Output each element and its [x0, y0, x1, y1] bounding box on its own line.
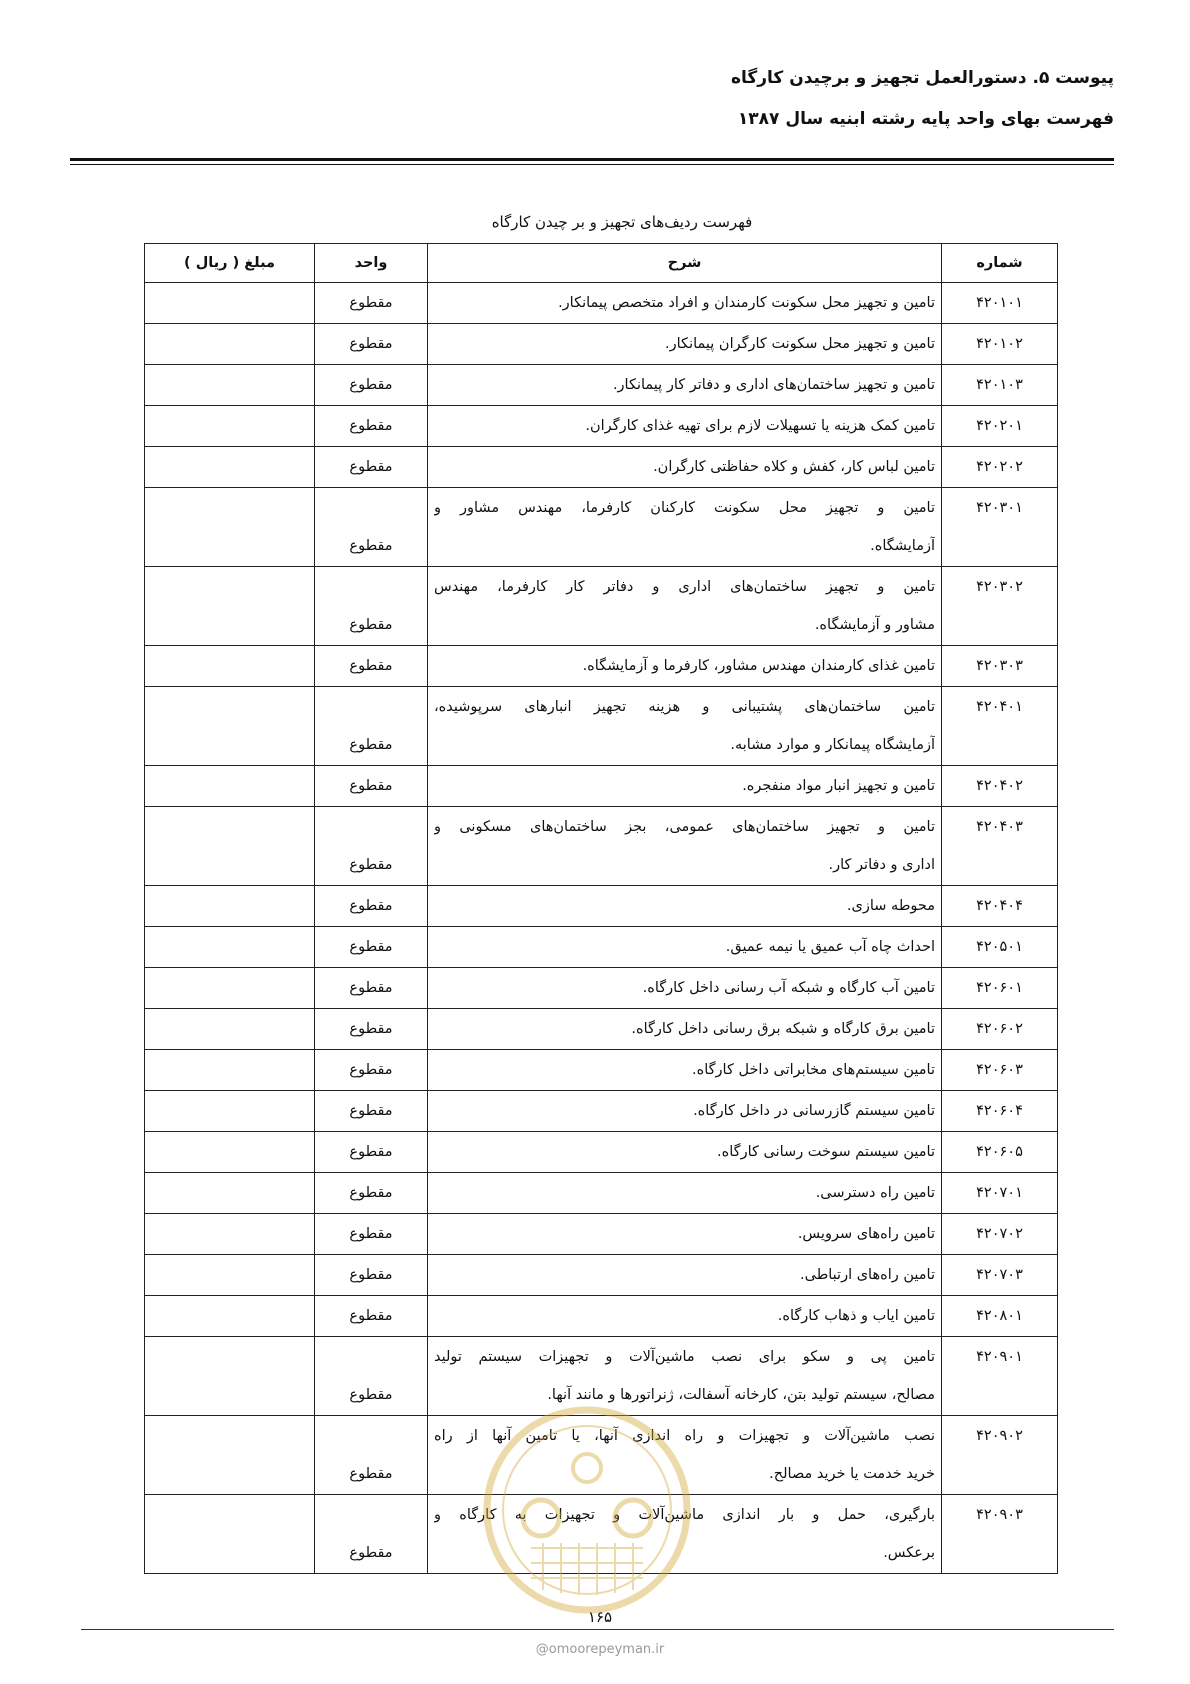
row-description-cell: [428, 968, 942, 1009]
row-unit: مقطوع: [349, 658, 393, 674]
row-number: ۴۲۰۲۰۱: [976, 418, 1023, 434]
row-description-line: خرید خدمت یا خرید مصالح.: [769, 1466, 935, 1482]
row-description-line: مصالح، سیستم تولید بتن، کارخانه آسفالت، ژنراتورها و مانند آنها.: [547, 1387, 935, 1403]
row-unit-cell: [315, 1255, 428, 1296]
row-number-cell: [942, 1296, 1058, 1337]
row-description-line: نصب ماشین‌آلات و تجهیزات و راه اندازی آنها، یا تامین آنها از راه: [434, 1428, 935, 1444]
row-amount-cell: [145, 1091, 315, 1132]
price-table: [144, 243, 1058, 1574]
row-unit: مقطوع: [349, 1226, 393, 1242]
table-row: [145, 1337, 1058, 1416]
row-amount-cell: [145, 968, 315, 1009]
row-unit-cell: [315, 1132, 428, 1173]
row-unit-cell: [315, 324, 428, 365]
row-number-cell: [942, 1132, 1058, 1173]
row-amount-cell: [145, 447, 315, 488]
row-number: ۴۲۰۱۰۱: [976, 295, 1023, 311]
column-header-amount: مبلغ ( ریال ): [145, 244, 315, 283]
row-description-line: تامین کمک هزینه یا تسهیلات لازم برای تهیه غذای کارگران.: [585, 418, 935, 434]
row-description-line: احداث چاه آب عمیق یا نیمه عمیق.: [725, 939, 935, 955]
row-number-cell: [942, 1173, 1058, 1214]
row-description-cell: [428, 1214, 942, 1255]
table-row: [145, 1214, 1058, 1255]
row-description-line: تامین ساختمان‌های پشتیبانی و هزینه تجهیز انبارهای سرپوشیده،: [434, 699, 935, 715]
table-row: [145, 406, 1058, 447]
row-amount-cell: [145, 807, 315, 886]
row-unit: مقطوع: [349, 980, 393, 996]
row-description-cell: [428, 1337, 942, 1416]
row-unit: مقطوع: [349, 778, 393, 794]
row-number: ۴۲۰۴۰۴: [976, 898, 1023, 914]
row-description-cell: [428, 1009, 942, 1050]
row-description-line: بارگیری، حمل و بار اندازی ماشین‌آلات و تجهیزات به کارگاه و: [434, 1507, 935, 1523]
table-row: [145, 1050, 1058, 1091]
row-number-cell: [942, 324, 1058, 365]
row-number: ۴۲۰۳۰۲: [976, 579, 1023, 595]
row-number: ۴۲۰۷۰۳: [976, 1267, 1023, 1283]
row-description-line: تامین و تجهیز ساختمان‌های اداری و دفاتر کار پیمانکار.: [612, 377, 935, 393]
row-unit: مقطوع: [349, 1545, 393, 1561]
row-description-line: آزمایشگاه.: [870, 538, 935, 554]
table-row: [145, 567, 1058, 646]
row-number-cell: [942, 365, 1058, 406]
row-number: ۴۲۰۹۰۳: [976, 1507, 1023, 1523]
row-number-cell: [942, 283, 1058, 324]
row-number-cell: [942, 1214, 1058, 1255]
table-row: [145, 1255, 1058, 1296]
row-description-cell: [428, 687, 942, 766]
row-number: ۴۲۰۹۰۱: [976, 1349, 1023, 1365]
row-description-cell: [428, 886, 942, 927]
row-description-line: تامین و تجهیز انبار مواد منفجره.: [742, 778, 935, 794]
running-header: [731, 65, 1114, 132]
row-amount-cell: [145, 687, 315, 766]
row-number: ۴۲۰۷۰۲: [976, 1226, 1023, 1242]
row-description-cell: [428, 406, 942, 447]
row-unit: مقطوع: [349, 1387, 393, 1403]
row-unit: مقطوع: [349, 617, 393, 633]
row-description-line: برعکس.: [883, 1545, 935, 1561]
row-description-line: تامین پی و سکو برای نصب ماشین‌آلات و تجهیزات سیستم تولید: [434, 1349, 935, 1365]
row-amount-cell: [145, 1416, 315, 1495]
row-unit: مقطوع: [349, 418, 393, 434]
row-unit: مقطوع: [349, 898, 393, 914]
row-description-cell: [428, 1050, 942, 1091]
row-unit-cell: [315, 365, 428, 406]
page-number: ۱۶۵: [587, 1608, 613, 1626]
row-number-cell: [942, 1050, 1058, 1091]
row-number-cell: [942, 886, 1058, 927]
row-description-line: تامین و تجهیز ساختمان‌های عمومی، بجز ساختمان‌های مسکونی و: [434, 819, 935, 835]
row-unit: مقطوع: [349, 336, 393, 352]
row-amount-cell: [145, 1214, 315, 1255]
table-body: [145, 283, 1058, 1574]
row-number-cell: [942, 406, 1058, 447]
row-amount-cell: [145, 324, 315, 365]
header-rule-thin: [70, 164, 1114, 165]
table-row: [145, 886, 1058, 927]
row-description-line: تامین راه دسترسی.: [815, 1185, 935, 1201]
row-description-cell: [428, 1296, 942, 1337]
row-amount-cell: [145, 646, 315, 687]
row-number-cell: [942, 1495, 1058, 1574]
row-unit-cell: [315, 766, 428, 807]
row-unit-cell: [315, 1009, 428, 1050]
row-unit-cell: [315, 488, 428, 567]
row-amount-cell: [145, 1009, 315, 1050]
row-amount-cell: [145, 766, 315, 807]
header-price-list-title: فهرست بهای واحد پایه رشته ابنیه سال ۱۳۸۷: [737, 109, 1114, 129]
row-number: ۴۲۰۶۰۳: [976, 1062, 1023, 1078]
column-header-description: شرح: [428, 244, 942, 283]
table-header-row: [145, 244, 1058, 283]
row-unit-cell: [315, 1296, 428, 1337]
table-row: [145, 1495, 1058, 1574]
row-number-cell: [942, 927, 1058, 968]
row-unit: مقطوع: [349, 1103, 393, 1119]
row-unit: مقطوع: [349, 939, 393, 955]
row-unit: مقطوع: [349, 1185, 393, 1201]
row-number-cell: [942, 488, 1058, 567]
row-description-cell: [428, 488, 942, 567]
row-unit: مقطوع: [349, 1062, 393, 1078]
row-number-cell: [942, 687, 1058, 766]
table-row: [145, 1132, 1058, 1173]
row-unit-cell: [315, 1050, 428, 1091]
row-description-line: تامین ایاب و ذهاب کارگاه.: [777, 1308, 935, 1324]
row-number-cell: [942, 807, 1058, 886]
row-amount-cell: [145, 1255, 315, 1296]
table-row: [145, 488, 1058, 567]
row-amount-cell: [145, 1296, 315, 1337]
row-description-cell: [428, 447, 942, 488]
row-description-cell: [428, 766, 942, 807]
row-description-line: تامین و تجهیز محل سکونت کارمندان و افراد متخصص پیمانکار.: [558, 295, 935, 311]
row-number: ۴۲۰۳۰۱: [976, 500, 1023, 516]
row-number-cell: [942, 567, 1058, 646]
row-description-cell: [428, 807, 942, 886]
row-number: ۴۲۰۴۰۱: [976, 699, 1023, 715]
row-number: ۴۲۰۵۰۱: [976, 939, 1023, 955]
table-row: [145, 283, 1058, 324]
row-number-cell: [942, 1009, 1058, 1050]
row-description-cell: [428, 1255, 942, 1296]
row-unit-cell: [315, 1337, 428, 1416]
row-unit: مقطوع: [349, 377, 393, 393]
row-number: ۴۲۰۲۰۲: [976, 459, 1023, 475]
table-row: [145, 1091, 1058, 1132]
row-unit-cell: [315, 447, 428, 488]
row-number: ۴۲۰۳۰۳: [976, 658, 1023, 674]
row-description-line: مشاور و آزمایشگاه.: [814, 617, 935, 633]
row-number: ۴۲۰۶۰۴: [976, 1103, 1023, 1119]
row-amount-cell: [145, 1337, 315, 1416]
row-description-cell: [428, 1173, 942, 1214]
site-watermark-text: @omoorepeyman.ir: [535, 1642, 665, 1657]
row-amount-cell: [145, 488, 315, 567]
table-head: [145, 244, 1058, 283]
row-unit-cell: [315, 927, 428, 968]
row-number: ۴۲۰۶۰۱: [976, 980, 1023, 996]
row-unit: مقطوع: [349, 1144, 393, 1160]
table-row: [145, 365, 1058, 406]
header-appendix-title: پیوست ۵. دستورالعمل تجهیز و برچیدن کارگاه: [730, 68, 1114, 88]
row-unit: مقطوع: [349, 737, 393, 753]
row-unit: مقطوع: [349, 295, 393, 311]
row-description-line: تامین برق کارگاه و شبکه برق رسانی داخل کارگاه.: [631, 1021, 935, 1037]
table-row: [145, 968, 1058, 1009]
table-row: [145, 1416, 1058, 1495]
row-amount-cell: [145, 406, 315, 447]
row-unit-cell: [315, 886, 428, 927]
row-number: ۴۲۰۷۰۱: [976, 1185, 1023, 1201]
row-amount-cell: [145, 927, 315, 968]
row-unit-cell: [315, 968, 428, 1009]
row-description-cell: [428, 324, 942, 365]
row-unit: مقطوع: [349, 1267, 393, 1283]
table-row: [145, 1173, 1058, 1214]
row-unit-cell: [315, 687, 428, 766]
row-number-cell: [942, 968, 1058, 1009]
row-description-line: تامین راه‌های سرویس.: [797, 1226, 935, 1242]
row-amount-cell: [145, 886, 315, 927]
row-description-line: محوطه سازی.: [846, 898, 935, 914]
row-number: ۴۲۰۱۰۲: [976, 336, 1023, 352]
row-unit: مقطوع: [349, 1308, 393, 1324]
row-unit: مقطوع: [349, 857, 393, 873]
row-number-cell: [942, 646, 1058, 687]
row-description-line: تامین و تجهیز محل سکونت کارگران پیمانکار.: [665, 336, 935, 352]
row-description-cell: [428, 1091, 942, 1132]
row-description-line: تامین و تجهیز ساختمان‌های اداری و دفاتر کار کارفرما، مهندس: [434, 579, 935, 595]
row-unit-cell: [315, 646, 428, 687]
row-description-line: تامین سیستم گازرسانی در داخل کارگاه.: [693, 1103, 935, 1119]
row-number: ۴۲۰۸۰۱: [976, 1308, 1023, 1324]
row-unit-cell: [315, 1214, 428, 1255]
table-row: [145, 447, 1058, 488]
row-number-cell: [942, 1337, 1058, 1416]
row-description-cell: [428, 927, 942, 968]
row-number: ۴۲۰۹۰۲: [976, 1428, 1023, 1444]
row-description-line: اداری و دفاتر کار.: [828, 857, 935, 873]
row-description-cell: [428, 646, 942, 687]
table-row: [145, 687, 1058, 766]
row-number: ۴۲۰۴۰۳: [976, 819, 1023, 835]
table-row: [145, 807, 1058, 886]
row-unit: مقطوع: [349, 1021, 393, 1037]
table-row: [145, 324, 1058, 365]
row-description-line: تامین و تجهیز محل سکونت کارکنان کارفرما، مهندس مشاور و: [434, 500, 935, 516]
row-amount-cell: [145, 1132, 315, 1173]
row-amount-cell: [145, 1050, 315, 1091]
table-caption: فهرست ردیف‌های تجهیز و بر چیدن کارگاه: [491, 213, 753, 231]
row-unit-cell: [315, 1173, 428, 1214]
row-description-cell: [428, 365, 942, 406]
row-unit-cell: [315, 283, 428, 324]
row-description-line: تامین سیستم‌های مخابراتی داخل کارگاه.: [692, 1062, 935, 1078]
header-rule-thick: [70, 158, 1114, 161]
table-row: [145, 1296, 1058, 1337]
row-number-cell: [942, 1255, 1058, 1296]
footer-rule: [81, 1629, 1114, 1630]
row-description-line: تامین آب کارگاه و شبکه آب رسانی داخل کارگاه.: [642, 980, 935, 996]
row-description-cell: [428, 283, 942, 324]
column-header-number: شماره: [942, 244, 1058, 283]
table-row: [145, 927, 1058, 968]
table-row: [145, 646, 1058, 687]
row-unit-cell: [315, 1091, 428, 1132]
row-amount-cell: [145, 365, 315, 406]
row-description-cell: [428, 1132, 942, 1173]
row-unit-cell: [315, 1495, 428, 1574]
column-header-unit: واحد: [315, 244, 428, 283]
row-description-cell: [428, 1416, 942, 1495]
row-number-cell: [942, 1091, 1058, 1132]
price-table-container: [144, 243, 1057, 1574]
row-description-line: تامین غذای کارمندان مهندس مشاور، کارفرما و آزمایشگاه.: [582, 658, 935, 674]
row-unit-cell: [315, 807, 428, 886]
row-description-line: آزمایشگاه پیمانکار و موارد مشابه.: [730, 737, 935, 753]
row-description-cell: [428, 567, 942, 646]
row-unit: مقطوع: [349, 538, 393, 554]
row-amount-cell: [145, 283, 315, 324]
row-unit-cell: [315, 567, 428, 646]
row-amount-cell: [145, 1495, 315, 1574]
row-number-cell: [942, 1416, 1058, 1495]
row-number-cell: [942, 766, 1058, 807]
table-row: [145, 1009, 1058, 1050]
row-description-line: تامین راه‌های ارتباطی.: [800, 1267, 935, 1283]
row-number: ۴۲۰۴۰۲: [976, 778, 1023, 794]
row-description-cell: [428, 1495, 942, 1574]
row-unit-cell: [315, 406, 428, 447]
row-number: ۴۲۰۶۰۵: [976, 1144, 1023, 1160]
row-number: ۴۲۰۱۰۳: [976, 377, 1023, 393]
row-unit: مقطوع: [349, 459, 393, 475]
row-number-cell: [942, 447, 1058, 488]
row-unit: مقطوع: [349, 1466, 393, 1482]
row-description-line: تامین لباس کار، کفش و کلاه حفاظتی کارگران.: [653, 459, 935, 475]
row-amount-cell: [145, 567, 315, 646]
row-description-line: تامین سیستم سوخت رسانی کارگاه.: [717, 1144, 935, 1160]
table-row: [145, 766, 1058, 807]
row-amount-cell: [145, 1173, 315, 1214]
row-number: ۴۲۰۶۰۲: [976, 1021, 1023, 1037]
row-unit-cell: [315, 1416, 428, 1495]
